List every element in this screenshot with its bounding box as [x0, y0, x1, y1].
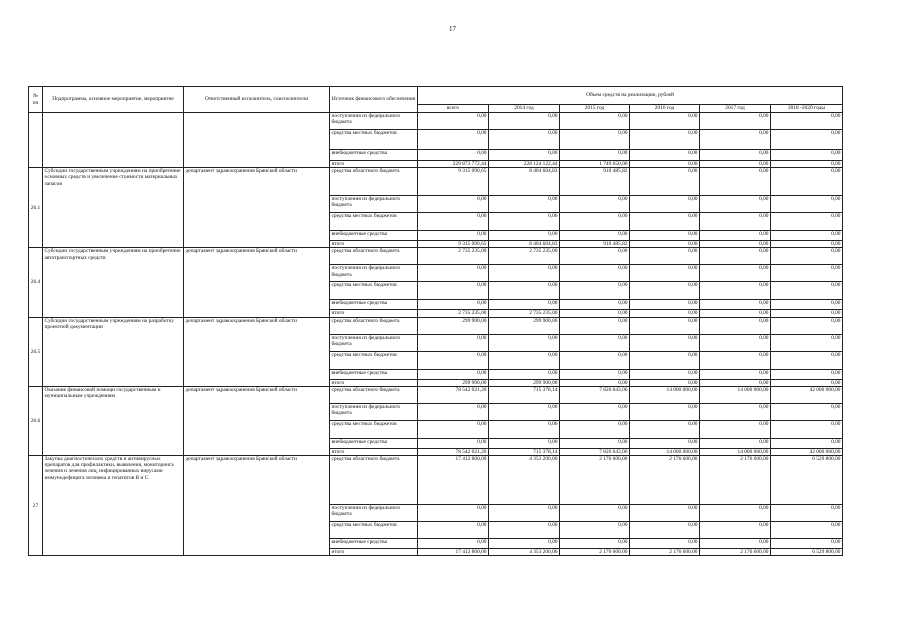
- value-cell: 0,00: [418, 265, 489, 282]
- value-cell: 0,00: [630, 168, 700, 196]
- value-cell: 0,00: [700, 231, 771, 241]
- value-cell: 0,00: [560, 317, 630, 334]
- value-cell: 0,00: [630, 282, 700, 300]
- value-cell: 299 900,00: [418, 379, 489, 386]
- source-cell: средства местных бюджетов: [330, 522, 418, 539]
- value-cell: 0,00: [560, 505, 630, 522]
- value-cell: 0,00: [630, 379, 700, 386]
- value-cell: 0,00: [418, 369, 489, 379]
- value-cell: 1 749 650,00: [560, 161, 630, 168]
- value-cell: 0,00: [630, 317, 700, 334]
- value-cell: 0,00: [418, 231, 489, 241]
- value-cell: 0,00: [630, 150, 700, 161]
- value-cell: 0,00: [700, 334, 771, 351]
- row-number-cell: [29, 113, 43, 168]
- value-cell: 715 378,14: [489, 448, 560, 455]
- row-number-cell: 26.6: [29, 386, 43, 455]
- value-cell: 0,00: [560, 334, 630, 351]
- value-cell: 2 176 600,00: [630, 549, 700, 556]
- executor-cell: департамент здравоохранения Брянской области: [184, 456, 330, 556]
- program-cell: Закупка диагностических средств и антивирусных препаратов для профилактики, выявления, мониторинга лечения и лечения лиц, инфицированных вирусами иммунодефицита человека и гепатитов В и С: [43, 456, 184, 556]
- value-cell: 0,00: [418, 522, 489, 539]
- value-cell: 0,00: [771, 317, 843, 334]
- value-cell: 2 176 600,00: [560, 456, 630, 505]
- source-cell: итого: [330, 379, 418, 386]
- value-cell: 0,00: [700, 379, 771, 386]
- value-cell: 0,00: [560, 310, 630, 317]
- value-cell: 0,00: [560, 403, 630, 420]
- row-number-cell: 26.1: [29, 168, 43, 248]
- executor-cell: департамент здравоохранения Брянской области: [184, 248, 330, 317]
- source-cell: средства областного бюджета: [330, 248, 418, 265]
- value-cell: 9 315 090,65: [418, 168, 489, 196]
- value-cell: 0,00: [560, 248, 630, 265]
- value-cell: 0,00: [700, 310, 771, 317]
- value-cell: 0,00: [560, 369, 630, 379]
- value-cell: 0,00: [418, 113, 489, 130]
- value-cell: 0,00: [560, 351, 630, 369]
- value-cell: 0,00: [630, 130, 700, 150]
- header-2015: 2015 год: [560, 105, 630, 113]
- row-number-cell: 26.5: [29, 317, 43, 386]
- value-cell: 0,00: [630, 241, 700, 248]
- value-cell: 0,00: [700, 213, 771, 231]
- value-cell: 0,00: [560, 130, 630, 150]
- source-cell: внебюджетные средства: [330, 231, 418, 241]
- value-cell: 0,00: [418, 420, 489, 438]
- value-cell: 0,00: [560, 379, 630, 386]
- value-cell: 0,00: [630, 334, 700, 351]
- value-cell: 0,00: [489, 265, 560, 282]
- value-cell: 0,00: [700, 282, 771, 300]
- value-cell: 9 315 090,65: [418, 241, 489, 248]
- value-cell: 2 176 600,00: [700, 456, 771, 505]
- value-cell: 0,00: [700, 248, 771, 265]
- value-cell: 0,00: [771, 150, 843, 161]
- table-row: [29, 317, 843, 334]
- value-cell: 0,00: [489, 403, 560, 420]
- value-cell: 0,00: [489, 231, 560, 241]
- value-cell: 0,00: [630, 248, 700, 265]
- value-cell: 0,00: [560, 300, 630, 310]
- value-cell: 0,00: [771, 522, 843, 539]
- value-cell: 0,00: [771, 248, 843, 265]
- header-volume: Объем средств на реализацию, рублей: [418, 87, 843, 105]
- value-cell: 228 124 122,44: [489, 161, 560, 168]
- value-cell: 0,00: [771, 282, 843, 300]
- value-cell: 0,00: [489, 113, 560, 130]
- source-cell: средства областного бюджета: [330, 386, 418, 403]
- value-cell: 8 404 604,83: [489, 168, 560, 196]
- value-cell: 0,00: [418, 505, 489, 522]
- value-cell: 0,00: [771, 168, 843, 196]
- value-cell: 0,00: [700, 113, 771, 130]
- value-cell: 0,00: [560, 438, 630, 448]
- header-2017: 2017 год: [700, 105, 771, 113]
- header-total: всего: [418, 105, 489, 113]
- value-cell: 0,00: [418, 196, 489, 213]
- value-cell: 0,00: [489, 369, 560, 379]
- value-cell: 0,00: [771, 420, 843, 438]
- header-2014: 2014 год: [489, 105, 560, 113]
- value-cell: 0,00: [700, 420, 771, 438]
- program-cell: [43, 113, 184, 168]
- value-cell: 0,00: [489, 130, 560, 150]
- value-cell: 0,00: [630, 310, 700, 317]
- value-cell: 0,00: [700, 438, 771, 448]
- executor-cell: [184, 113, 330, 168]
- source-cell: поступления из федерального бюджета: [330, 265, 418, 282]
- value-cell: 0,00: [700, 161, 771, 168]
- value-cell: 0,00: [630, 369, 700, 379]
- header-program: Подпрограмма, основное мероприятие, мероприятие: [43, 87, 184, 113]
- source-cell: средства местных бюджетов: [330, 282, 418, 300]
- value-cell: 0,00: [489, 150, 560, 161]
- value-cell: 0,00: [771, 505, 843, 522]
- value-cell: 0,00: [771, 161, 843, 168]
- value-cell: 2 176 600,00: [560, 549, 630, 556]
- value-cell: 2 735 235,00: [418, 248, 489, 265]
- page-number: 17: [449, 25, 456, 33]
- value-cell: 0,00: [700, 196, 771, 213]
- value-cell: 0,00: [700, 403, 771, 420]
- executor-cell: департамент здравоохранения Брянской области: [184, 386, 330, 455]
- source-cell: внебюджетные средства: [330, 539, 418, 549]
- value-cell: 0,00: [700, 265, 771, 282]
- value-cell: 0,00: [771, 265, 843, 282]
- source-cell: поступления из федерального бюджета: [330, 334, 418, 351]
- value-cell: 0,00: [630, 420, 700, 438]
- source-cell: поступления из федерального бюджета: [330, 113, 418, 130]
- value-cell: 0,00: [489, 213, 560, 231]
- value-cell: 0,00: [630, 539, 700, 549]
- value-cell: 2 735 235,00: [489, 248, 560, 265]
- value-cell: 0,00: [771, 241, 843, 248]
- value-cell: 0,00: [630, 351, 700, 369]
- value-cell: 0,00: [630, 505, 700, 522]
- header-2016: 2016 год: [630, 105, 700, 113]
- value-cell: 2 176 600,00: [630, 456, 700, 505]
- value-cell: 2 176 600,00: [700, 549, 771, 556]
- table-row: [29, 386, 843, 403]
- source-cell: итого: [330, 310, 418, 317]
- value-cell: 0,00: [489, 351, 560, 369]
- table-row: [29, 113, 843, 130]
- value-cell: 0,00: [489, 334, 560, 351]
- value-cell: 0,00: [560, 196, 630, 213]
- value-cell: 0,00: [630, 113, 700, 130]
- source-cell: итого: [330, 448, 418, 455]
- value-cell: 0,00: [630, 438, 700, 448]
- source-cell: поступления из федерального бюджета: [330, 196, 418, 213]
- value-cell: 14 000 000,00: [630, 386, 700, 403]
- source-cell: внебюджетные средства: [330, 150, 418, 161]
- value-cell: 7 826 643,06: [560, 386, 630, 403]
- value-cell: 14 000 000,00: [700, 386, 771, 403]
- value-cell: 0,00: [560, 265, 630, 282]
- program-cell: Оказание финансовой помощи государственным и муниципальным учреждениям: [43, 386, 184, 455]
- value-cell: 0,00: [418, 403, 489, 420]
- value-cell: 0,00: [700, 505, 771, 522]
- value-cell: 0,00: [700, 522, 771, 539]
- header-source: Источник финансового обеспечения: [330, 87, 418, 113]
- table-row: [29, 248, 843, 265]
- value-cell: 0,00: [560, 522, 630, 539]
- value-cell: 0,00: [700, 369, 771, 379]
- table-body: [29, 113, 843, 556]
- value-cell: 0,00: [418, 539, 489, 549]
- program-cell: Субсидии государственным учреждениям на приобретение автотранспортных средств: [43, 248, 184, 317]
- value-cell: 0,00: [771, 438, 843, 448]
- value-cell: 0,00: [418, 213, 489, 231]
- source-cell: итого: [330, 161, 418, 168]
- source-cell: средства областного бюджета: [330, 456, 418, 505]
- value-cell: 78 542 021,20: [418, 448, 489, 455]
- table-row: [29, 456, 843, 505]
- value-cell: 0,00: [560, 420, 630, 438]
- value-cell: 299 900,00: [418, 317, 489, 334]
- value-cell: 910 485,82: [560, 241, 630, 248]
- value-cell: 0,00: [560, 113, 630, 130]
- value-cell: 0,00: [771, 351, 843, 369]
- header-no: № пп: [29, 87, 43, 113]
- value-cell: 0,00: [489, 300, 560, 310]
- budget-table: [28, 86, 843, 556]
- value-cell: 0,00: [700, 351, 771, 369]
- value-cell: 7 826 643,06: [560, 448, 630, 455]
- value-cell: 78 542 021,20: [418, 386, 489, 403]
- source-cell: средства областного бюджета: [330, 317, 418, 334]
- value-cell: 0,00: [700, 150, 771, 161]
- value-cell: 299 900,00: [489, 317, 560, 334]
- value-cell: 0,00: [560, 150, 630, 161]
- value-cell: 0,00: [418, 300, 489, 310]
- value-cell: 6 529 800,00: [771, 549, 843, 556]
- source-cell: средства местных бюджетов: [330, 420, 418, 438]
- source-cell: внебюджетные средства: [330, 438, 418, 448]
- value-cell: 14 000 000,00: [700, 448, 771, 455]
- table-row: [29, 168, 843, 196]
- value-cell: 0,00: [771, 379, 843, 386]
- executor-cell: департамент здравоохранения Брянской области: [184, 168, 330, 248]
- value-cell: 0,00: [630, 196, 700, 213]
- source-cell: итого: [330, 241, 418, 248]
- source-cell: средства местных бюджетов: [330, 213, 418, 231]
- row-number-cell: 27: [29, 456, 43, 556]
- program-cell: Субсидии государственным учреждениям на приобретение основных средств и увеличение стоимости материальных запасов: [43, 168, 184, 248]
- value-cell: 0,00: [630, 403, 700, 420]
- value-cell: 0,00: [489, 282, 560, 300]
- value-cell: 0,00: [560, 282, 630, 300]
- value-cell: 0,00: [700, 317, 771, 334]
- value-cell: 14 000 000,00: [630, 448, 700, 455]
- value-cell: 0,00: [771, 310, 843, 317]
- value-cell: 0,00: [771, 300, 843, 310]
- value-cell: 17 412 800,00: [418, 456, 489, 505]
- value-cell: 2 735 235,00: [489, 310, 560, 317]
- value-cell: 0,00: [771, 231, 843, 241]
- value-cell: 0,00: [489, 539, 560, 549]
- value-cell: 0,00: [700, 241, 771, 248]
- row-number-cell: 26.4: [29, 248, 43, 317]
- executor-cell: департамент здравоохранения Брянской области: [184, 317, 330, 386]
- source-cell: средства местных бюджетов: [330, 130, 418, 150]
- value-cell: 0,00: [771, 334, 843, 351]
- value-cell: 0,00: [489, 438, 560, 448]
- value-cell: 0,00: [489, 522, 560, 539]
- value-cell: 0,00: [630, 300, 700, 310]
- value-cell: 0,00: [700, 130, 771, 150]
- value-cell: 0,00: [771, 403, 843, 420]
- value-cell: 0,00: [771, 539, 843, 549]
- header-2018-2020: 2018 -2020 годы: [771, 105, 843, 113]
- value-cell: 0,00: [418, 150, 489, 161]
- value-cell: 229 873 772,44: [418, 161, 489, 168]
- value-cell: 6 529 800,00: [771, 456, 843, 505]
- value-cell: 299 900,00: [489, 379, 560, 386]
- source-cell: средства местных бюджетов: [330, 351, 418, 369]
- value-cell: 0,00: [771, 213, 843, 231]
- value-cell: 0,00: [630, 161, 700, 168]
- value-cell: 0,00: [630, 522, 700, 539]
- value-cell: 17 412 800,00: [418, 549, 489, 556]
- value-cell: 0,00: [418, 130, 489, 150]
- value-cell: 0,00: [771, 113, 843, 130]
- value-cell: 0,00: [700, 539, 771, 549]
- program-cell: Субсидии государственным учреждениям на разработку проектной документации: [43, 317, 184, 386]
- value-cell: 0,00: [630, 265, 700, 282]
- value-cell: 0,00: [771, 130, 843, 150]
- source-cell: поступления из федерального бюджета: [330, 505, 418, 522]
- value-cell: 0,00: [489, 420, 560, 438]
- source-cell: поступления из федерального бюджета: [330, 403, 418, 420]
- value-cell: 0,00: [630, 213, 700, 231]
- header-executor: Ответственный исполнитель, соисполнители: [184, 87, 330, 113]
- value-cell: 0,00: [700, 300, 771, 310]
- value-cell: 0,00: [630, 231, 700, 241]
- source-cell: итого: [330, 549, 418, 556]
- value-cell: 0,00: [560, 231, 630, 241]
- value-cell: 0,00: [700, 168, 771, 196]
- value-cell: 0,00: [418, 438, 489, 448]
- value-cell: 42 000 000,00: [771, 448, 843, 455]
- value-cell: 0,00: [560, 539, 630, 549]
- value-cell: 0,00: [418, 334, 489, 351]
- source-cell: средства областного бюджета: [330, 168, 418, 196]
- value-cell: 8 404 604,83: [489, 241, 560, 248]
- source-cell: внебюджетные средства: [330, 369, 418, 379]
- value-cell: 42 000 000,00: [771, 386, 843, 403]
- value-cell: 0,00: [418, 282, 489, 300]
- source-cell: внебюджетные средства: [330, 300, 418, 310]
- value-cell: 715 378,14: [489, 386, 560, 403]
- value-cell: 0,00: [560, 213, 630, 231]
- value-cell: 4 353 200,00: [489, 549, 560, 556]
- value-cell: 4 353 200,00: [489, 456, 560, 505]
- value-cell: 0,00: [771, 369, 843, 379]
- value-cell: 0,00: [489, 505, 560, 522]
- value-cell: 0,00: [418, 351, 489, 369]
- value-cell: 0,00: [489, 196, 560, 213]
- value-cell: 2 735 235,00: [418, 310, 489, 317]
- value-cell: 0,00: [771, 196, 843, 213]
- value-cell: 910 485,82: [560, 168, 630, 196]
